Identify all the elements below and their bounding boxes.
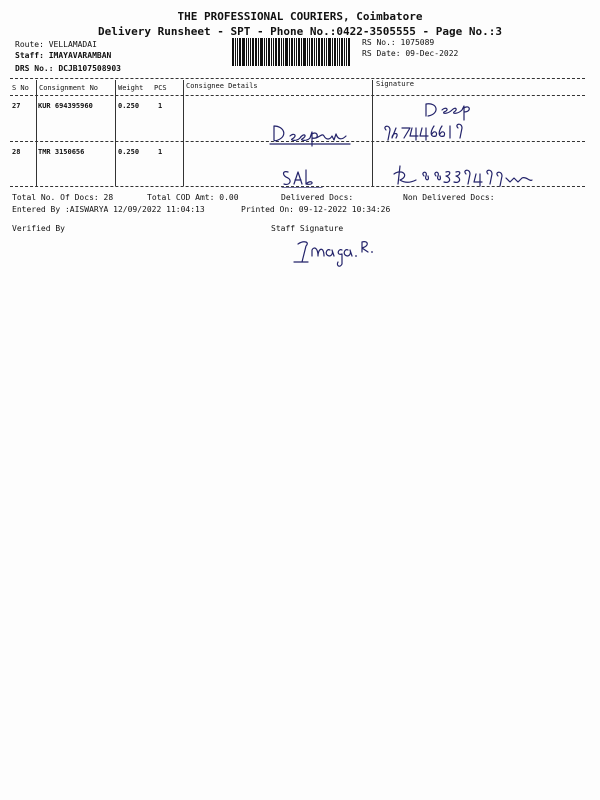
total-docs: Total No. Of Docs: 28: [12, 193, 114, 202]
barcode-bar: [303, 38, 306, 66]
row-consignment: KUR 694395960: [38, 102, 93, 110]
consignee-handwriting-row2: [282, 170, 322, 188]
barcode-bar: [296, 38, 297, 66]
total-cod: Total COD Amt: 0.00: [147, 193, 239, 202]
barcode-bar: [248, 38, 249, 66]
barcode-bar: [289, 38, 290, 66]
barcode-bar: [326, 38, 327, 66]
company-title: THE PROFESSIONAL COURIERS, Coimbatore: [177, 10, 423, 23]
barcode-bar: [242, 38, 245, 66]
barcode-bar: [341, 38, 343, 66]
barcode-bar: [348, 38, 350, 66]
rs-date: RS Date: 09-Dec-2022: [362, 49, 459, 58]
row-pcs: 1: [158, 148, 163, 156]
barcode-bar: [252, 38, 254, 66]
col-header-signature: Signature: [376, 80, 414, 88]
col-header-pcs: PCS: [154, 84, 167, 92]
barcode-bar: [298, 38, 300, 66]
barcode-bar: [250, 38, 251, 66]
barcode-bar: [237, 38, 238, 66]
barcode-bar: [285, 38, 288, 66]
barcode-bar: [268, 38, 270, 66]
barcode-bar: [283, 38, 284, 66]
barcode-bar: [311, 38, 313, 66]
col-divider: [115, 80, 116, 186]
printed-on: Printed On: 09-12-2022 10:34:26: [241, 205, 391, 214]
delivered-docs: Delivered Docs:: [281, 193, 354, 202]
rs-number: RS No.: 1075089: [362, 38, 435, 47]
col-header-consignment: Consignment No: [39, 84, 99, 92]
row-consignment: TMR 3150656: [38, 148, 85, 156]
signature-handwriting-row1: [385, 104, 469, 140]
signature-handwriting-row2: [394, 166, 532, 186]
row-sno: 27: [12, 102, 21, 110]
barcode-bar: [273, 38, 274, 66]
handwritten-entries: [186, 96, 584, 188]
runsheet-subtitle: Delivery Runsheet - SPT - Phone No.:0422-3505555 - Page No.:3: [98, 25, 502, 38]
consignee-handwriting-row1: [270, 126, 350, 146]
staff-signature-label: Staff Signature: [271, 224, 344, 233]
row-pcs: 1: [158, 102, 163, 110]
barcode-image: [232, 38, 354, 66]
row-sno: 28: [12, 148, 21, 156]
col-header-consignee: Consignee Details: [186, 82, 258, 90]
barcode-bar: [271, 38, 272, 66]
barcode-bar: [246, 38, 247, 66]
staff-label: Staff: IMAYAVARAMBAN: [15, 51, 112, 60]
barcode-bar: [332, 38, 333, 66]
barcode-bar: [275, 38, 277, 66]
entered-by: Entered By :AISWARYA 12/09/2022 11:04:13: [12, 205, 205, 214]
barcode-bar: [239, 38, 241, 66]
barcode-bar: [278, 38, 280, 66]
table-top-rule: [10, 78, 585, 79]
barcode-bar: [255, 38, 257, 66]
col-divider: [36, 80, 37, 186]
barcode-bar: [321, 38, 323, 66]
barcode-bar: [346, 38, 347, 66]
barcode-bar: [334, 38, 336, 66]
barcode-bar: [309, 38, 310, 66]
row-weight: 0.250: [118, 148, 140, 156]
staff-signature-handwriting: [290, 236, 390, 270]
barcode-bar: [314, 38, 315, 66]
barcode-bar: [291, 38, 293, 66]
barcode-bar: [328, 38, 331, 66]
barcode-bar: [294, 38, 295, 66]
barcode-bar: [281, 38, 282, 66]
barcode-bar: [260, 38, 263, 66]
barcode-bar: [316, 38, 317, 66]
col-header-weight: Weight: [118, 84, 144, 92]
barcode-bar: [301, 38, 302, 66]
barcode-bar: [337, 38, 338, 66]
drs-number: DRS No.: DCJB107508903: [15, 64, 121, 73]
barcode-bar: [266, 38, 267, 66]
barcode-bar: [264, 38, 265, 66]
barcode-bar: [235, 38, 236, 66]
verified-by-label: Verified By: [12, 224, 65, 233]
barcode-bar: [318, 38, 320, 66]
barcode-bar: [232, 38, 234, 66]
non-delivered-docs: Non Delivered Docs:: [403, 193, 495, 202]
row-weight: 0.250: [118, 102, 140, 110]
barcode-bar: [258, 38, 259, 66]
col-divider: [183, 80, 184, 186]
barcode-bar: [339, 38, 340, 66]
barcode-bar: [307, 38, 308, 66]
route-label: Route: VELLAMADAI: [15, 40, 97, 49]
barcode-bar: [324, 38, 325, 66]
col-header-sno: S No: [12, 84, 29, 92]
barcode-bar: [344, 38, 345, 66]
